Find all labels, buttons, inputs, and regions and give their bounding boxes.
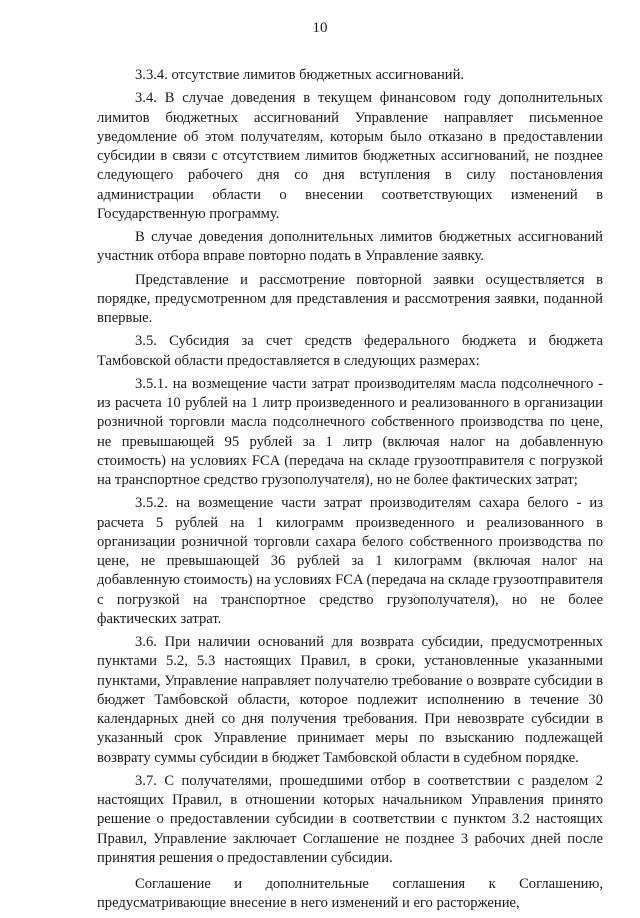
paragraph-3-4: 3.4. В случае доведения в текущем финансовом году дополнительных лимитов бюджетных ассигнований Управление направляет письменное уведомление об этом получателям, которым было отказано в предоставлении субсидии в связи с отсутствием лимитов бюджетных ассигнований, не позднее следующего рабочего дня со дня вступления в силу постановления администрации области о внесении соответствующих изменений в Государственную программу.: [97, 90, 603, 222]
paragraph-3-6: 3.6. При наличии оснований для возврата субсидии, предусмотренных пунктами 5.2, 5.3 настоящих Правил, в сроки, установленные указанными пунктами, Управление направляет получателю требование о возврате субсидии в бюджет Тамбовской области, которое подлежит исполнению в течение 30 календарных дней со дня получения требования. При невозврате субсидии в указанный срок Управление принимает меры по взысканию подлежащей возврату суммы субсидии в бюджет Тамбовской области в судебном порядке.: [97, 634, 603, 766]
paragraph-additional-limits: В случае доведения дополнительных лимитов бюджетных ассигнований участник отбора вправе повторно подать в Управление заявку.: [97, 229, 603, 265]
paragraph-3-5: 3.5. Субсидия за счет средств федерального бюджета и бюджета Тамбовской области предоставляется в следующих размерах:: [97, 333, 603, 369]
paragraph-3-5-2: 3.5.2. на возмещение части затрат производителям сахара белого - из расчета 5 рублей на 1 килограмм произведенного и реализованного в организации розничной торговли сахара белого собственного производства по цене, не превышающей 36 рублей за 1 килограмм (включая налог на добавленную стоимость) на условиях FCA (передача на складе грузоотправителя с погрузкой на транспортное средство грузополучателя), но не более фактических затрат.: [97, 495, 603, 627]
paragraph-agreement: Соглашение и дополнительные соглашения к Соглашению, предусматривающие внесение в него изменений и его расторжение,: [97, 876, 603, 912]
paragraph-repeat-application: Представление и рассмотрение повторной заявки осуществляется в порядке, предусмотренном для представления и рассмотрения заявки, поданной впервые.: [97, 271, 603, 326]
page-number: 10: [312, 20, 328, 36]
paragraph-3-7: 3.7. С получателями, прошедшими отбор в соответствии с разделом 2 настоящих Правил, в отношении которых начальником Управления принято решение о предоставлении субсидии в соответствии с пунктом 3.2 настоящих Правил, Управление заключает Соглашение не позднее 3 рабочих дней после принятия решения о предоставлении субсидии.: [97, 772, 603, 866]
document-body: [97, 66, 603, 918]
paragraph-3-5-1: 3.5.1. на возмещение части затрат производителям масла подсолнечного - из расчета 10 рублей на 1 литр произведенного и реализованного в организации розничной торговли масла подсолнечного собственного производства по цене, не превышающей 95 рублей за 1 литр (включая налог на добавленную стоимость) на условиях FCA (передача на складе грузоотправителя с погрузкой на транспортное средство грузополучателя), но не более фактических затрат;: [97, 375, 603, 488]
paragraph-3-3-4: 3.3.4. отсутствие лимитов бюджетных ассигнований.: [135, 67, 465, 83]
